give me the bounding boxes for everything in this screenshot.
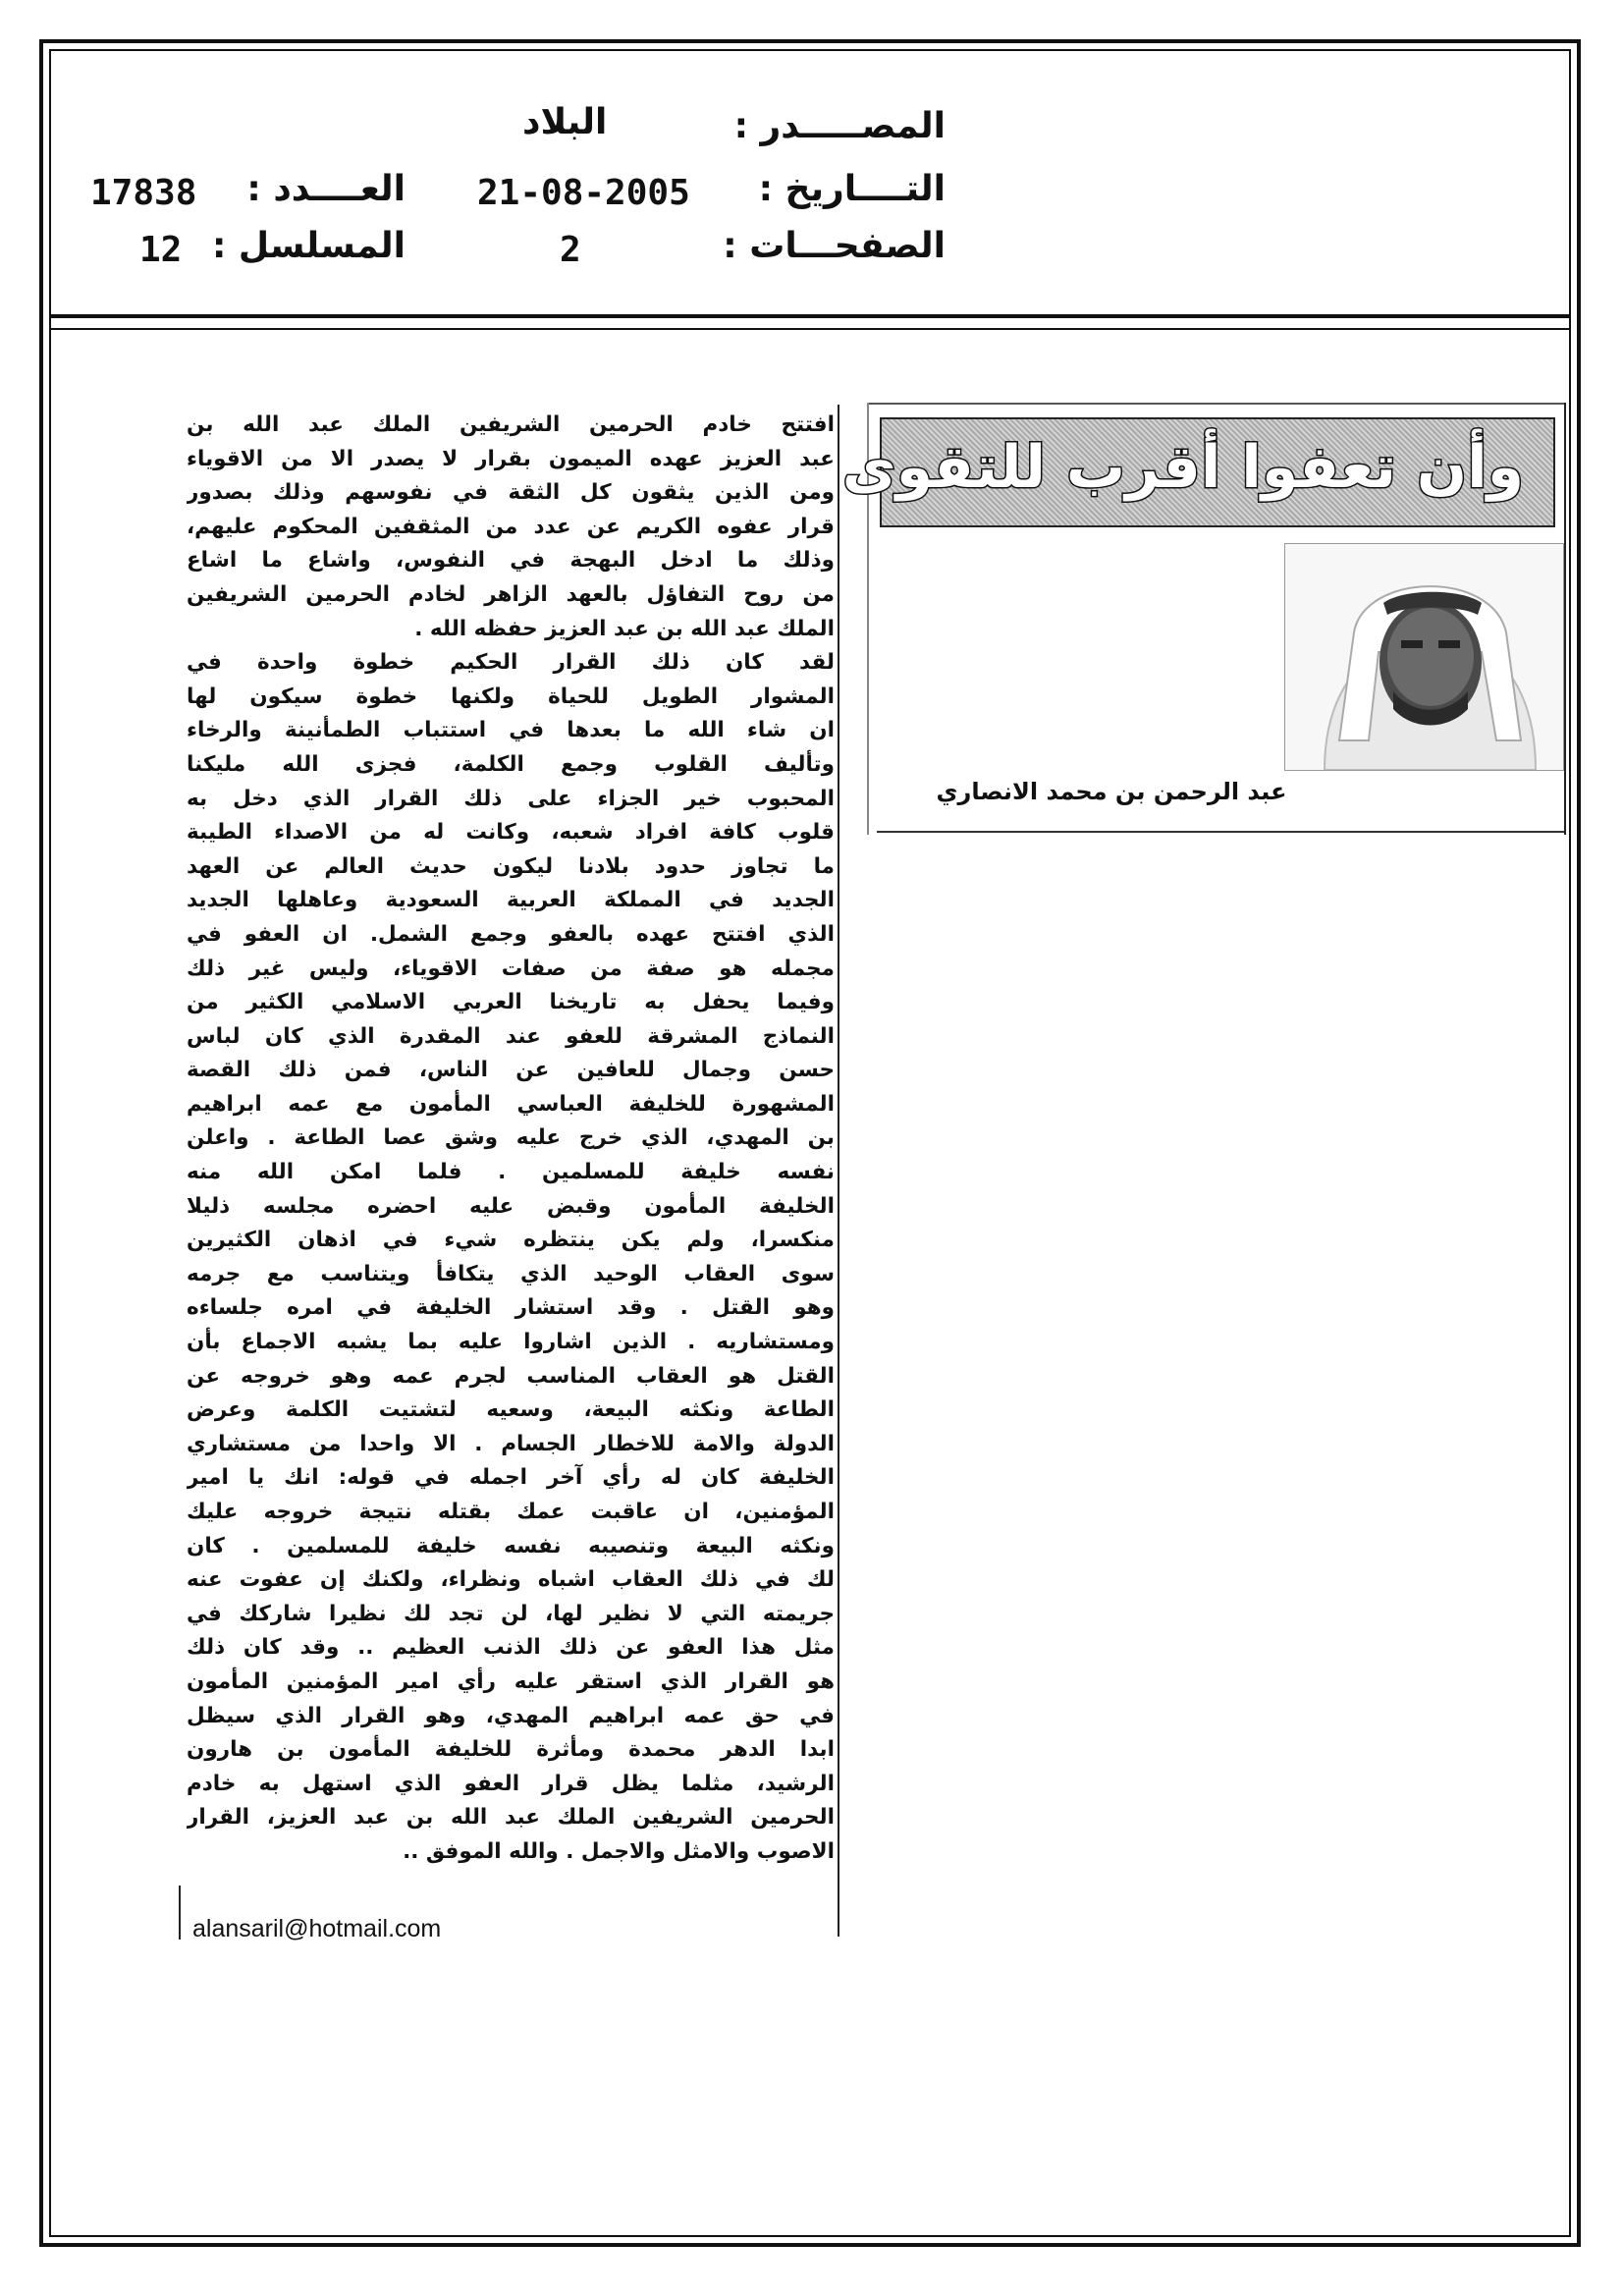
issue-value: 17838 — [90, 173, 197, 213]
column-rule — [838, 405, 839, 1937]
article-line: لقد كان ذلك القرار الحكيم خطوة واحدة في — [187, 650, 835, 676]
side-box-right-rule — [1564, 403, 1566, 835]
source-value: البلاد — [522, 102, 608, 142]
article-line: الجديد في المملكة العربية السعودية وعاهلها الجديد — [187, 888, 835, 913]
article-headline: وأن تعفوا أقرب للتقوى — [841, 433, 1524, 502]
date-label: التــــاريخ : — [758, 169, 946, 209]
source-label: المصـــــدر : — [733, 106, 946, 146]
article-line: الملك عبد الله بن عبد العزيز حفظه الله . — [414, 616, 835, 641]
headline-banner — [841, 417, 1555, 527]
article-body — [187, 409, 835, 1870]
article-line: منكسرا، ولم يكن ينتظره شيء في اذهان الكثيرين — [187, 1228, 835, 1253]
header-divider — [49, 314, 1571, 318]
article-line: ان شاء الله ما بعدها في استتباب الطمأنينة والرخاء — [187, 718, 835, 743]
article-line: وهو القتل . وقد استشار الخليفة في امره جلساءه — [187, 1295, 835, 1321]
pages-value: 2 — [560, 230, 581, 270]
article-line: نفسه خليفة للمسلمين . فلما امكن الله منه — [187, 1160, 835, 1185]
article-line: المشوار الطويل للحياة ولكنها خطوة سيكون لها — [187, 683, 835, 709]
article-line: افتتح خادم الحرمين الشريفين الملك عبد الله بن — [187, 412, 835, 437]
article-line: هو القرار الذي استقر عليه رأي امير المؤمنين المأمون — [187, 1668, 835, 1694]
article-line: المشهورة للخليفة العباسي المأمون مع عمه ابراهيم — [187, 1091, 835, 1117]
article-line: قرار عفوه الكريم عن عدد من المثقفين المحكوم عليهم، — [187, 514, 835, 539]
article-line: الخليفة المأمون وقبض عليه احضره مجلسه ذليلا — [187, 1193, 835, 1219]
article-line: وذلك ما ادخل البهجة في النفوس، واشاع ما اشاع — [187, 548, 835, 574]
article-line: الحرمين الشريفين الملك عبد الله بن عبد العزيز، القرار — [187, 1805, 835, 1831]
article-line: ما تجاوز حدود بلادنا ليكون حديث العالم عن العهد — [187, 853, 835, 879]
article-line: ابدا الدهر محمدة ومأثرة للخليفة المأمون بن هارون — [187, 1737, 835, 1763]
article-line: النماذج المشرقة للعفو عند المقدرة الذي كان لباس — [187, 1023, 835, 1049]
article-line: الطاعة ونكثه البيعة، وسعيه لتشتيت الكلمة وعرض — [187, 1397, 835, 1423]
article-line: المحبوب خير الجزاء على ذلك القرار الذي دخل به — [187, 786, 835, 811]
article-line: عبد العزيز عهده الميمون بقرار لا يصدر الا من الاقوياء — [187, 446, 835, 471]
date-value: 21-08-2005 — [477, 173, 690, 213]
article-line: قلوب كافة افراد شعبه، وكانت له من الاصداء الطيبة — [187, 820, 835, 846]
article-line: حسن وجمال للعافين عن الناس، فمن ذلك القصة — [187, 1058, 835, 1083]
article-line: ومستشاريه . الذين اشاروا عليه بما يشبه الاجماع بأن — [187, 1330, 835, 1355]
article-line: جريمته التي لا نظير لها، لن تجد لك نظيرا شاركك في — [187, 1601, 835, 1626]
article-line: ومن الذين يثقون كل الثقة في نفوسهم وذلك بصدور — [187, 480, 835, 506]
article-line: سوى العقاب الوحيد الذي يتكافأ ويتناسب مع جرمه — [187, 1261, 835, 1286]
article-line: الدولة والامة للاخطار الجسام . الا واحدا من مستشاري — [187, 1431, 835, 1456]
article-line: في حق عمه ابراهيم المهدي، وهو القرار الذي سيظل — [187, 1703, 835, 1728]
pages-label: الصفحـــات : — [723, 226, 946, 266]
column-rule-left — [179, 1886, 181, 1940]
article-line: ونكثه البيعة وتنصيبه نفسه خليفة للمسلمين . كان — [187, 1533, 835, 1558]
article-line: القتل هو العقاب المناسب لجرم عمه وهو خروجه عن — [187, 1363, 835, 1389]
serial-value: 12 — [139, 230, 183, 270]
side-box-bottom-rule — [877, 831, 1564, 833]
article-line: وفيما يحفل به تاريخنا العربي الاسلامي الكثير من — [187, 990, 835, 1015]
author-email: alansaril@hotmail.com — [192, 1915, 442, 1942]
article-line: وتأليف القلوب وجمع الكلمة، فجزى الله مليكنا — [187, 751, 835, 777]
issue-label: العــــدد : — [246, 169, 406, 209]
article-line: الرشيد، مثلما يظل قرار العفو الذي استهل به خادم — [187, 1771, 835, 1796]
side-box-top-rule — [867, 403, 1566, 405]
author-byline: عبد الرحمن بن محمد الانصاري — [936, 778, 1287, 805]
article-line: بن المهدي، الذي خرج عليه وشق عصا الطاعة . واعلن — [187, 1125, 835, 1151]
serial-label: المسلسل : — [211, 226, 406, 266]
article-line: لك في ذلك العقاب اشباه ونظراء، ولكنك إن عفوت عنه — [187, 1567, 835, 1593]
article-line: الذي افتتح عهده بالعفو وجمع الشمل. ان العفو في — [187, 921, 835, 947]
article-line: الاصوب والامثل والاجمل . والله الموفق .. — [403, 1838, 835, 1864]
article-line: المؤمنين، ان عاقبت عمك بقتله نتيجة خروجه عليك — [187, 1500, 835, 1524]
author-portrait-icon — [1285, 544, 1563, 770]
author-photo — [1284, 543, 1564, 771]
article-line: مجمله هو صفة من صفات الاقوياء، وليس غير ذلك — [187, 956, 835, 981]
article-line: من روح التفاؤل بالعهد الزاهر لخادم الحرمين الشريفين — [187, 581, 835, 607]
article-line: الخليفة كان له رأي آخر اجمله في قوله: انك يا امير — [187, 1465, 835, 1491]
header-divider-thin — [49, 328, 1571, 330]
article-line: مثل هذا العفو عن ذلك الذنب العظيم .. وقد كان ذلك — [187, 1635, 835, 1661]
